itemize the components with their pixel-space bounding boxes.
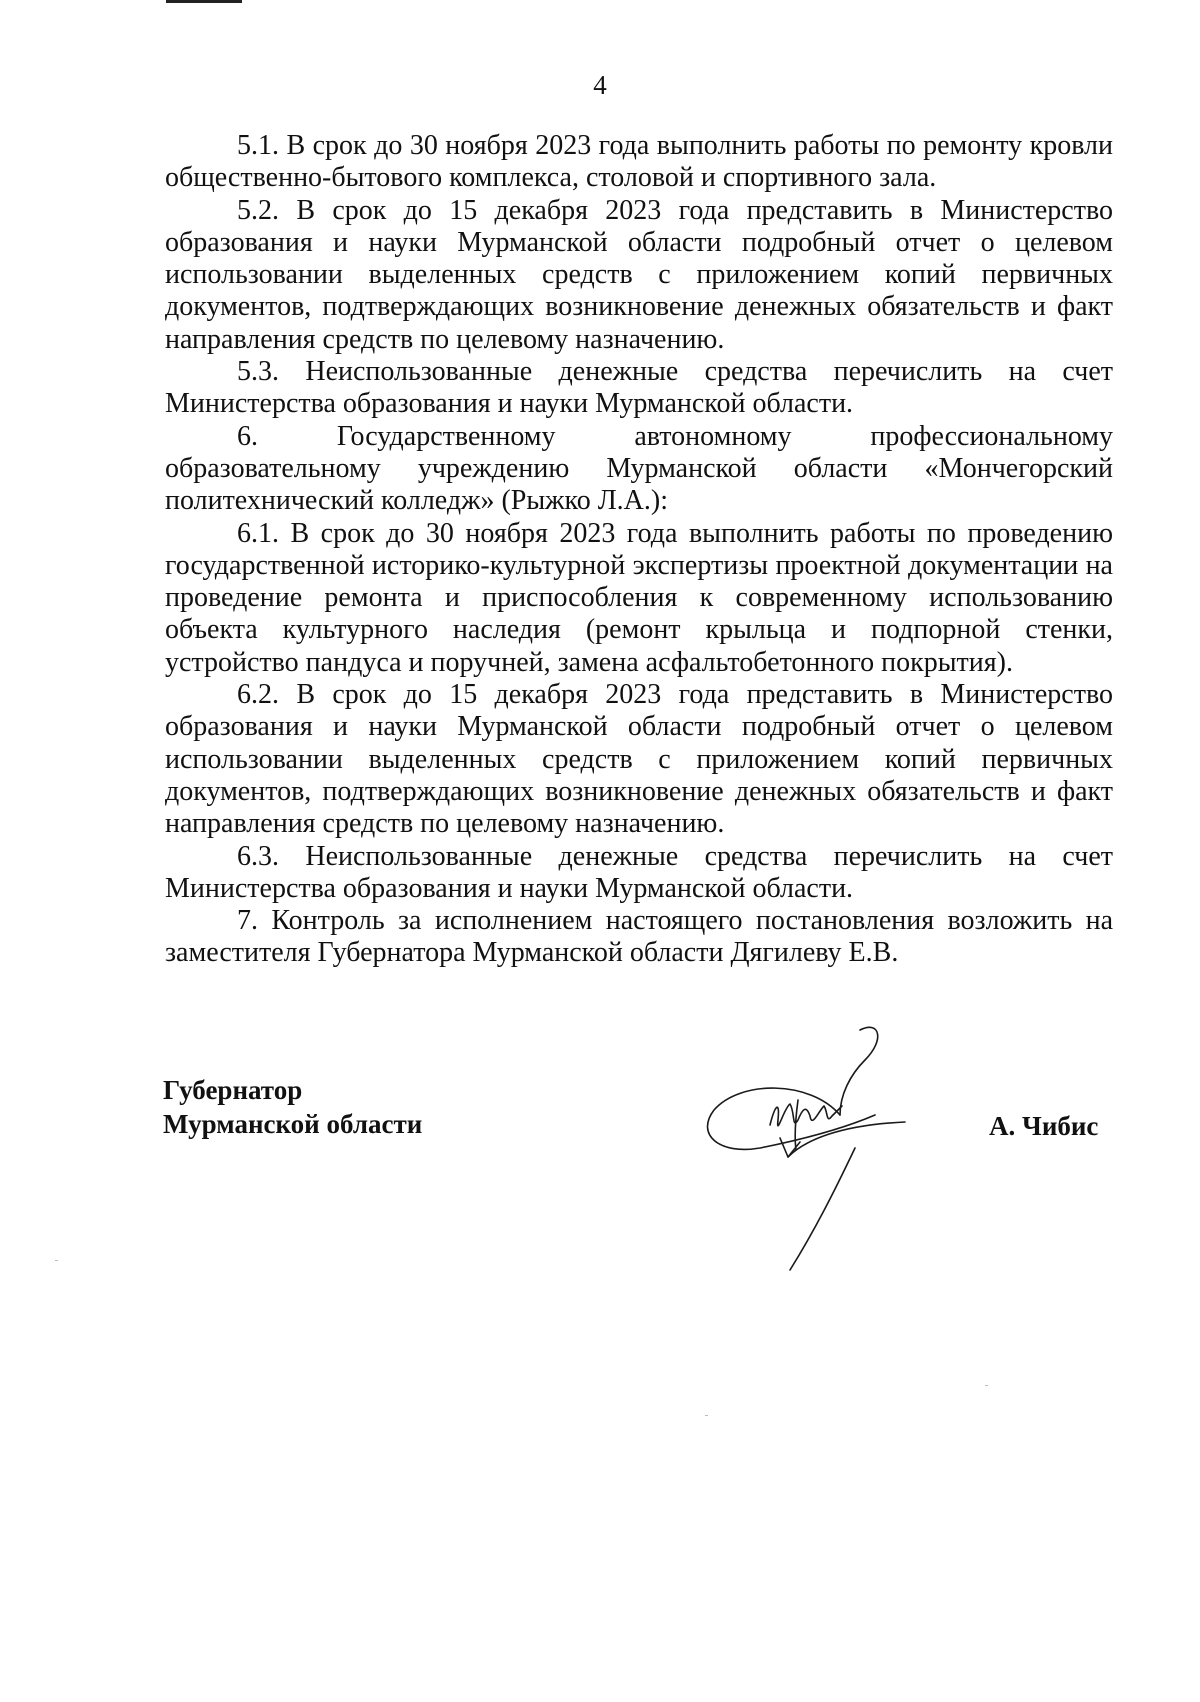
scan-speck xyxy=(55,1260,58,1261)
paragraph-5-3: 5.3. Неиспользованные денежные средства перечислить на счет Министерства образования и науки Мурманской области. xyxy=(165,356,1113,420)
paragraph-5-1: 5.1. В срок до 30 ноября 2023 года выполнить работы по ремонту кровли общественно-бытового комплекса, столовой и спортивного зала. xyxy=(165,130,1113,194)
scan-speck xyxy=(985,1385,988,1386)
signatory-position-line1: Губернатор xyxy=(163,1075,303,1105)
scan-edge-mark xyxy=(166,0,242,3)
paragraph-7: 7. Контроль за исполнением настоящего постановления возложить на заместителя Губернатора Мурманской области Дягилеву Е.В. xyxy=(165,905,1113,969)
signatory-position xyxy=(163,1073,422,1141)
paragraph-6-1: 6.1. В срок до 30 ноября 2023 года выполнить работы по проведению государственной историко-культурной экспертизы проектной документации на проведение ремонта и приспособления к современному использованию объекта культурного наследия (ремонт крыльца и подпорной стенки, устройство пандуса и поручней, замена асфальтобетонного покрытия). xyxy=(165,517,1113,678)
page-number: 4 xyxy=(593,70,607,100)
paragraph-6: 6. Государственному автономному профессиональному образовательному учреждению Мурманской области «Мончегорский политехнический колледж» (Рыжко Л.А.): xyxy=(165,420,1113,517)
paragraph-5-2: 5.2. В срок до 15 декабря 2023 года представить в Министерство образования и науки Мурманской области подробный отчет о целевом использовании выделенных средств с приложением копий первичных документов, подтверждающих возникновение денежных обязательств и факт направления средств по целевому назначению. xyxy=(165,194,1113,355)
signatory-position-line2: Мурманской области xyxy=(163,1109,423,1139)
handwritten-signature-icon xyxy=(700,1020,940,1280)
scan-speck xyxy=(705,1415,708,1416)
document-body xyxy=(165,130,1113,970)
signatory-name: А. Чибис xyxy=(989,1111,1099,1141)
paragraph-6-2: 6.2. В срок до 15 декабря 2023 года представить в Министерство образования и науки Мурманской области подробный отчет о целевом использовании выделенных средств с приложением копий первичных документов, подтверждающих возникновение денежных обязательств и факт направления средств по целевому назначению. xyxy=(165,679,1113,840)
paragraph-6-3: 6.3. Неиспользованные денежные средства перечислить на счет Министерства образования и науки Мурманской области. xyxy=(165,840,1113,904)
